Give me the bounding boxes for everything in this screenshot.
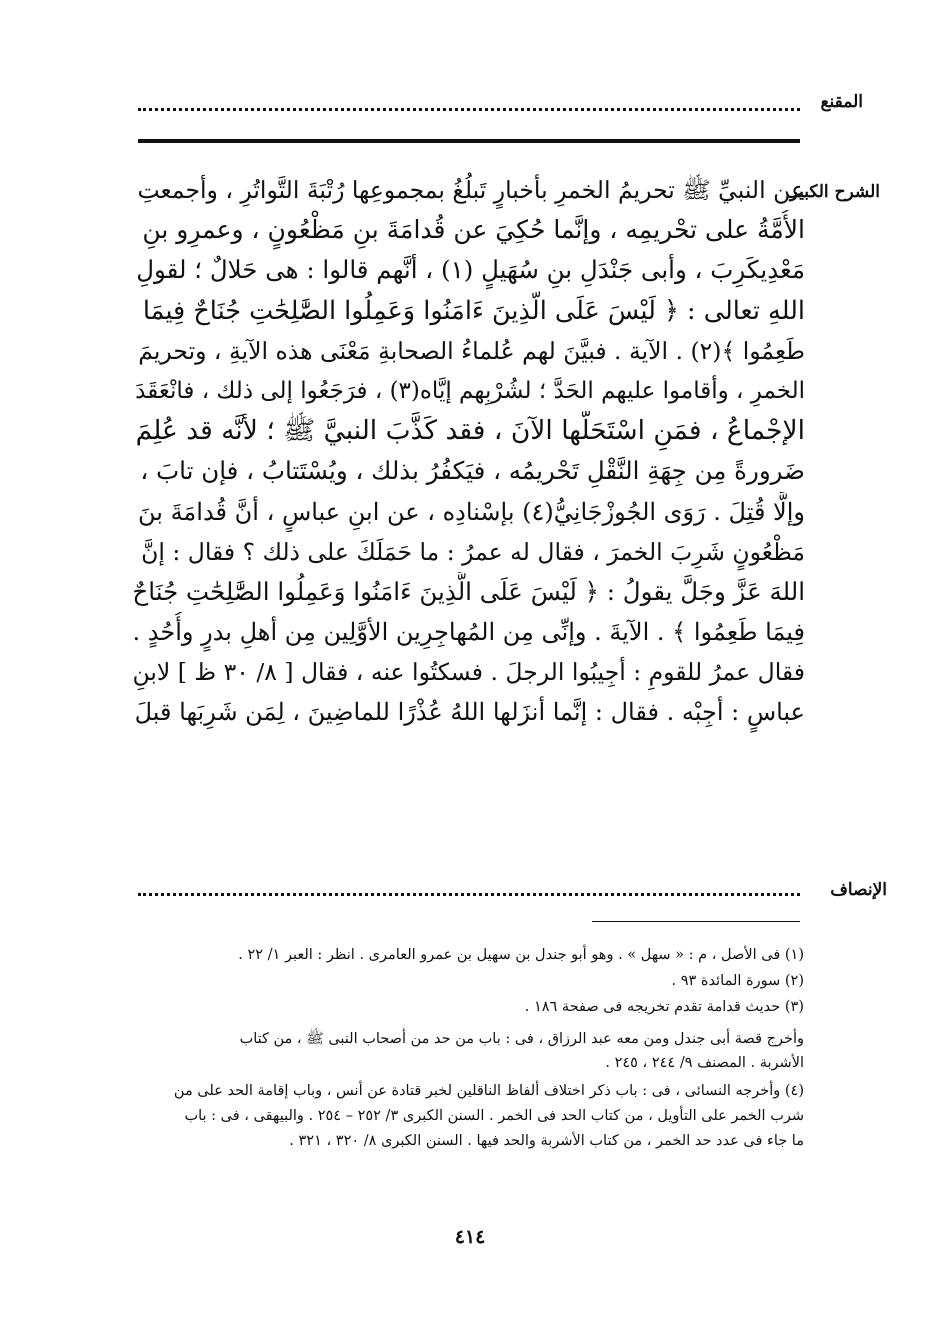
footnote-separator — [592, 921, 800, 922]
main-text-line: وإلَّا قُتِلَ . رَوَى الجُوزْجَانِيُّ(٤) بإسْنادِه ، عن ابنِ عباسٍ ، أنَّ قُدامَةَ بنَ — [137, 497, 805, 526]
footnotes-block — [132, 944, 804, 1155]
main-text-block — [132, 170, 805, 733]
lower-dotted-rule — [138, 893, 800, 896]
main-text-line: اللهَ عَزَّ وجَلَّ يقولُ : ﴿ لَيْسَ عَلَى الَّذِينَ ءَامَنُوا وَعَمِلُوا الصَّٰلِحَٰتِ جُنَاحٌ — [132, 576, 805, 606]
header-dotted-rule — [138, 108, 800, 111]
main-text-line: الأُمَّةُ على تحْريمِه ، وإنَّما حُكِيَ عن قُدامَةَ بنِ مَظْعُونٍ ، وعمرِو بنِ — [142, 215, 805, 245]
main-text-line: طَعِمُوا ﴾(٢) . الآية . فبيَّنَ لهم عُلماءُ الصحابةِ مَعْنَى هذه الآيةِ ، وتحريمَ — [138, 336, 805, 365]
main-text-line: اللهِ تعالى : ﴿ لَيْسَ عَلَى الَّذِينَ ءَامَنُوا وَعَمِلُوا الصَّٰلِحَٰتِ جُنَاحٌ فِيمَا — [142, 295, 805, 326]
footnote-line: شرب الخمر على التأويل ، من كتاب الحد فى الخمر . السنن الكبرى ٣/ ٢٥٢ – ٢٥٤ . والبيهقى ، فى : باب — [184, 1108, 804, 1124]
header-book-title: المقنع — [820, 92, 863, 112]
footnote-line: الأشربة . المصنف ٩/ ٢٤٤ ، ٢٤٥ . — [605, 1055, 804, 1071]
page-number: ٤١٤ — [454, 1226, 486, 1248]
footnote-line: وأخرج قصة أبى جندل ومن معه عبد الرزاق ، فى : باب من حد من أصحاب النبى ﷺ ، من كتاب — [239, 1031, 804, 1047]
main-text-line: الإجْماعُ ، فمَنِ اسْتَحَلَّها الآنَ ، فقد كَذَّبَ النبيَّ ﷺ ؛ لأنَّه قد عُلِمَ — [135, 415, 805, 447]
footnote-line: (٢) سورة المائدة ٩٣ . — [671, 973, 804, 989]
main-text-line: مَظْعُونٍ شَرِبَ الخمرَ ، فقال له عمرُ : ما حَمَلَكَ على ذلك ؟ فقال : إنَّ — [141, 537, 805, 566]
footnote-line: ما جاء فى عدد حد الخمر ، من كتاب الأشربة والحد فيها . السنن الكبرى ٨/ ٣٢٠ ، ٣٢١ . — [289, 1133, 804, 1149]
main-text-line: الخمرِ ، وأقاموا عليهم الحَدَّ ؛ لشُرْبِهم إيَّاه(٣) ، فرَجَعُوا إلى ذلك ، فانْعَقَدَ — [135, 377, 805, 404]
main-text-line: مَعْدِيكَرِبَ ، وأبى جَنْدَلِ بنِ سُهَيلٍ (١) ، أنَّهم قالوا : هى حَلالٌ ؛ لقولِ — [136, 255, 805, 285]
main-text-line: فقال عمرُ للقومِ : أجِيبُوا الرجلَ . فسكتُوا عنه ، فقال [ ٨/ ٣٠ ظ ] لابنِ — [132, 658, 805, 687]
main-text-line: عن النبيِّ ﷺ تحريمُ الخمرِ بأخبارٍ تَبلُغُ بمجموعِها رُتْبَةَ التَّواتُرِ ، وأجمعتِ — [137, 176, 805, 204]
footnote-line: (٣) حديث قدامة تقدم تخريجه فى صفحة ١٨٦ . — [524, 999, 804, 1015]
main-text-line: فِيمَا طَعِمُوا ﴾ . الآيةَ . وإنِّى مِن المُهاجِرِين الأوَّلِين مِن أهلِ بدرٍ وأُحُدٍ . — [132, 618, 805, 647]
footnote-line: (٤) وأخرجه النسائى ، فى : باب ذكر اختلاف ألفاظ الناقلين لخبر قتادة عن أنس ، وباب إقامة الحد على من — [173, 1083, 804, 1099]
lower-section-label: الإنصاف — [830, 880, 887, 900]
main-text-line: عباسٍ : أجِبْه . فقال : إنَّما أنزَلها اللهُ عُذْرًا للماضِينَ ، لِمَن شَرِبَها قبلَ — [134, 698, 805, 727]
main-text-line: ضَرورةً مِن جِهَةِ النَّقْلِ تَحْريمُه ، فيَكفُرُ بذلك ، ويُسْتَتابُ ، فإن تابَ ، — [140, 456, 805, 486]
footnote-line: (١) فى الأصل ، م : « سهل » . وهو أبو جندل بن سهيل بن عمرو العامرى . انظر : العبر ١/ ٢٢ . — [238, 947, 804, 963]
header-thick-rule — [138, 139, 800, 143]
main-section-label: الشرح الكبير — [789, 182, 880, 202]
